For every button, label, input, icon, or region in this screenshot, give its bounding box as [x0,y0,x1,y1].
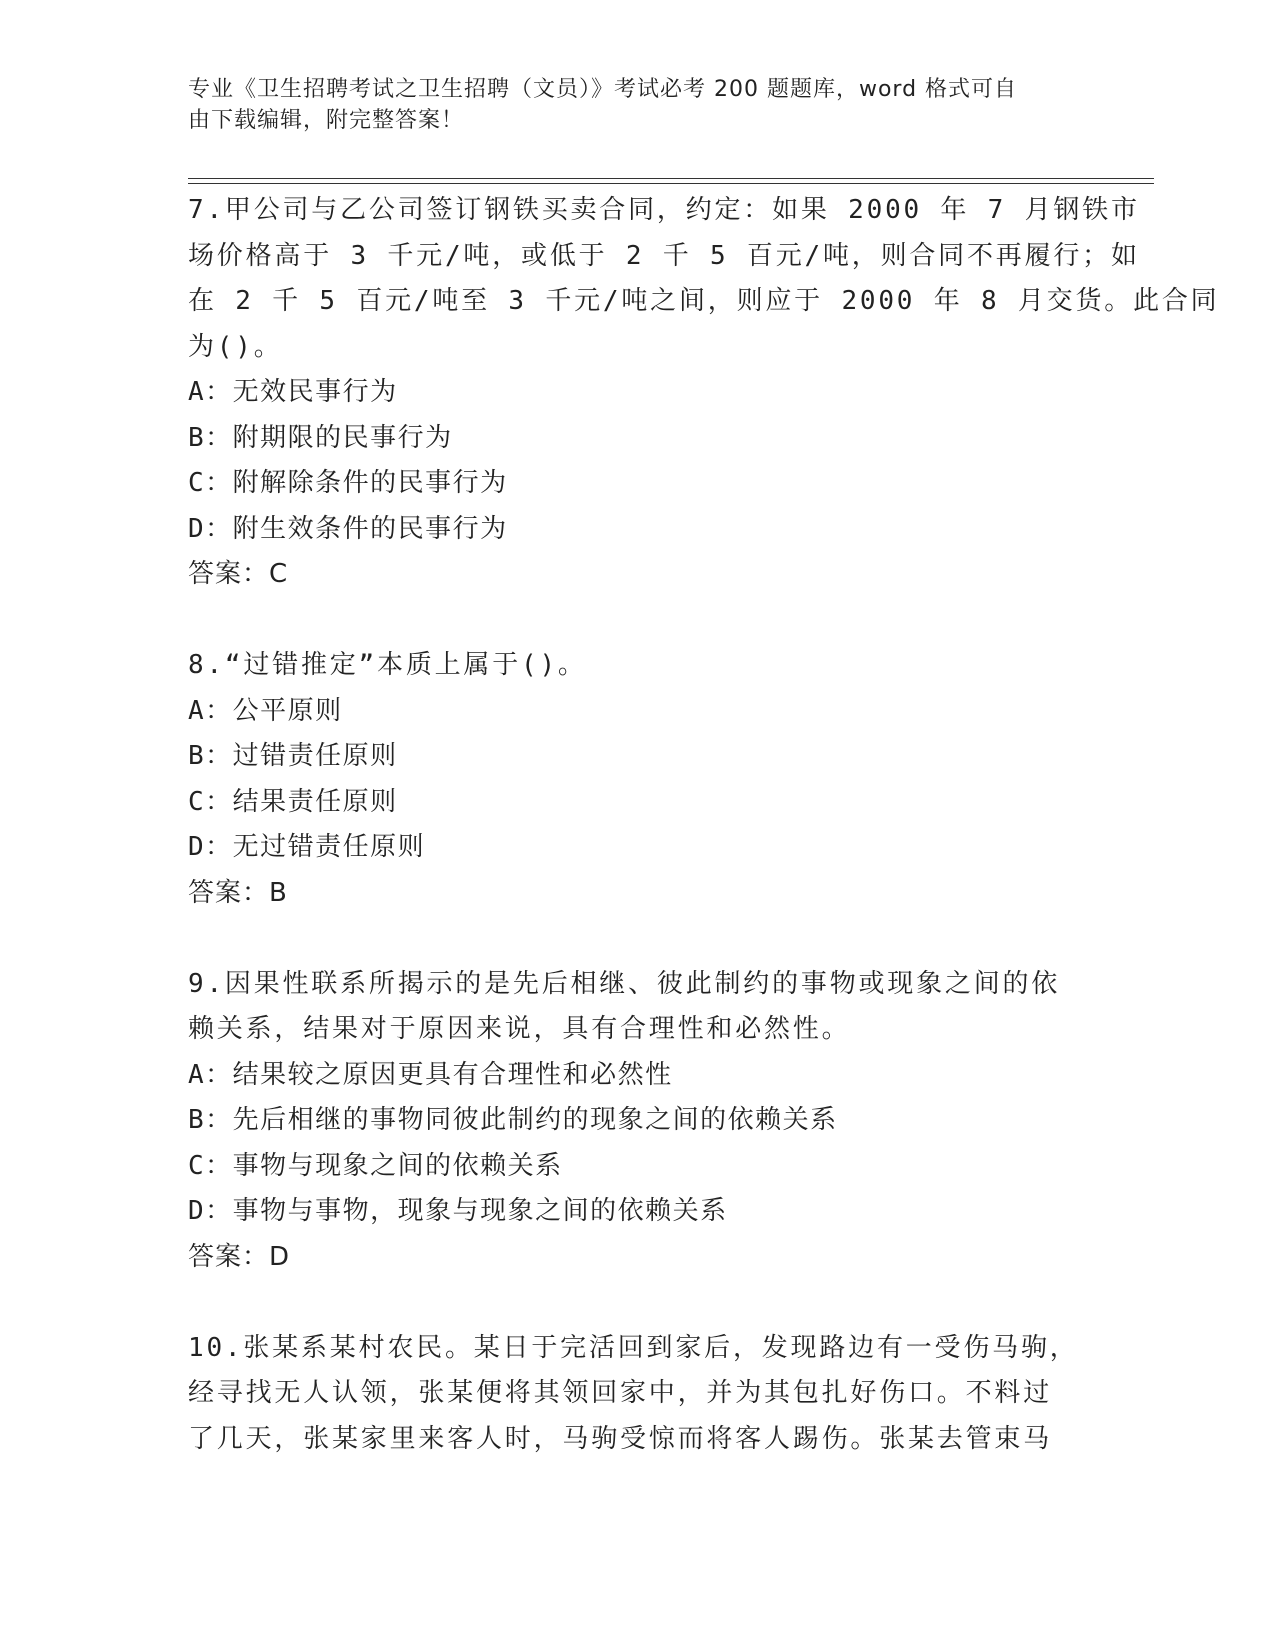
header-divider-top [188,178,1154,179]
option-d: D：无过错责任原则 [188,832,426,862]
option-c: C：事物与现象之间的依赖关系 [188,1150,563,1181]
answer-label: 答案：C [188,559,289,589]
question-stem-line: 赖关系，结果对于原因来说，具有合理性和必然性。 [188,1014,851,1044]
question-block [188,188,1220,598]
option-a: A：无效民事行为 [188,377,398,407]
option-c: C：结果责任原则 [188,786,398,817]
question-stem-line: 9.因果性联系所揭示的是先后相继、彼此制约的事物或现象之间的依 [188,968,1061,999]
header-line-2: 由下载编辑，附完整答案！ [188,108,465,133]
answer-label: 答案：B [188,877,288,908]
spacer [188,916,1088,962]
question-block [188,962,1088,1281]
question-stem-line: 10.张某系某村农民。某日于完活回到家后，发现路边有一受伤马驹， [188,1332,1079,1363]
option-a: A：公平原则 [188,695,343,726]
option-b: B：先后相继的事物同彼此制约的现象之间的依赖关系 [188,1105,838,1135]
question-stem-line: 场价格高于 3 千元/吨，或低于 2 千 5 百元/吨，则合同不再履行；如 [188,240,1140,271]
question-stem-line: 了几天，张某家里来客人时，马驹受惊而将客人踢伤。张某去管束马 [188,1423,1053,1454]
question-block [188,643,1088,916]
spacer [188,598,1088,644]
question-stem-line: 为()。 [188,331,283,362]
header-line-1: 专业《卫生招聘考试之卫生招聘（文员）》考试必考 200 题题库，word 格式可自 [188,77,1018,102]
question-stem-line: 8.“过错推定”本质上属于()。 [188,650,587,680]
option-d: D：事物与事物，现象与现象之间的依赖关系 [188,1196,728,1226]
header-divider-bottom [188,183,1154,184]
option-a: A：结果较之原因更具有合理性和必然性 [188,1059,673,1090]
option-c: C：附解除条件的民事行为 [188,468,508,498]
option-b: B：过错责任原则 [188,741,398,771]
question-stem-line: 经寻找无人认领，张某便将其领回家中，并为其包扎好伤口。不料过 [188,1378,1053,1408]
answer-label: 答案：D [188,1241,291,1272]
question-stem-line: 在 2 千 5 百元/吨至 3 千元/吨之间，则应于 2000 年 8 月交货。此合同 [188,286,1220,316]
spacer [188,1280,1088,1326]
option-d: D：附生效条件的民事行为 [188,513,508,544]
option-b: B：附期限的民事行为 [188,422,453,453]
question-stem-line: 7.甲公司与乙公司签订钢铁买卖合同，约定：如果 2000 年 7 月钢铁市 [188,195,1140,225]
question-block [188,1326,1088,1463]
question-list [188,188,1220,1462]
document-header [188,74,1068,136]
